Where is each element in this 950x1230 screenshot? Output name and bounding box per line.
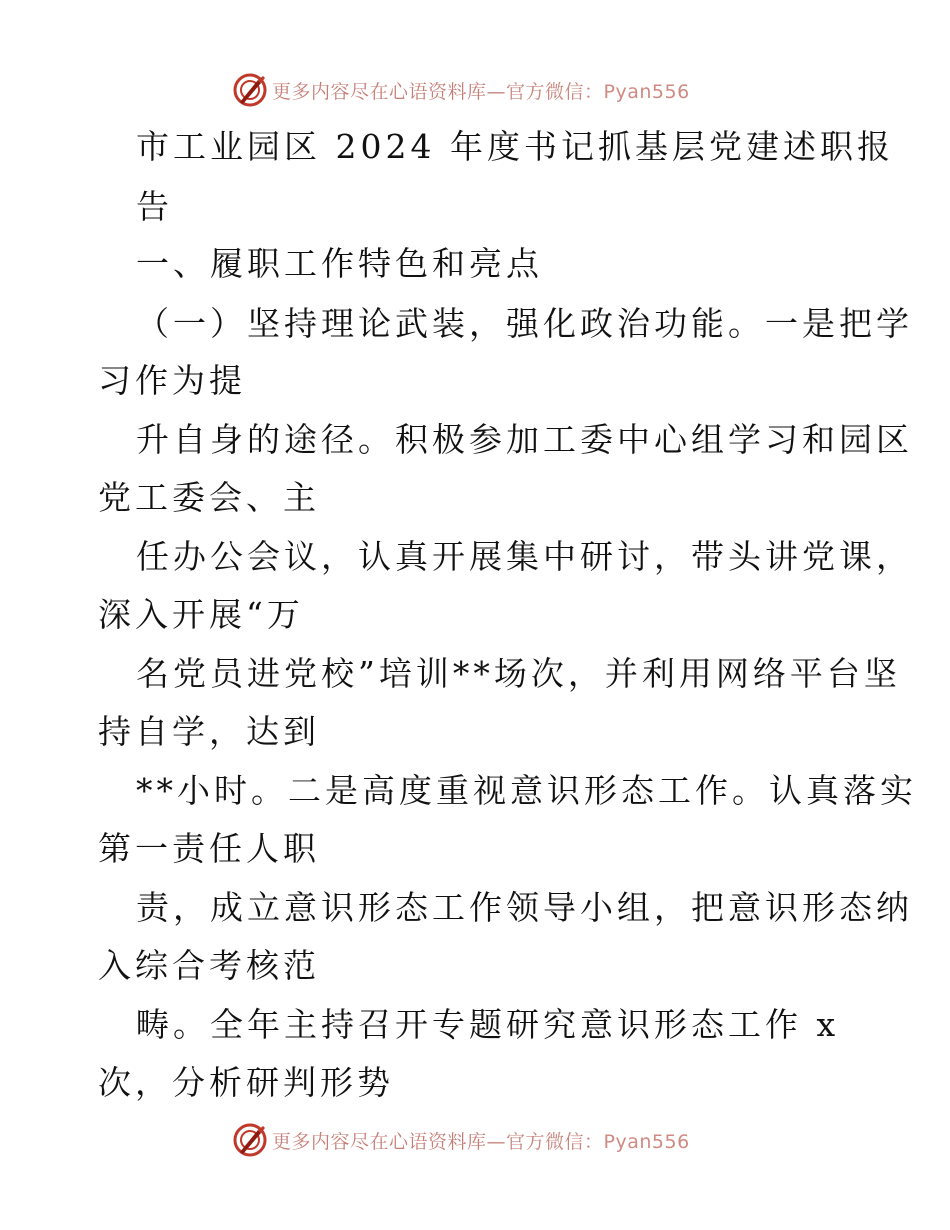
section-heading: 一、履职工作特色和亮点 bbox=[136, 244, 543, 283]
body-line: 升自身的途径。积极参加工委中心组学习和园区 bbox=[136, 420, 913, 459]
body-line: 畴。全年主持召开专题研究意识形态工作 x bbox=[136, 1005, 840, 1044]
body-line: 名党员进党校”培训**场次，并利用网络平台坚 bbox=[136, 654, 901, 693]
document-title-line-2: 告 bbox=[136, 187, 173, 226]
watermark-separator: — bbox=[486, 80, 507, 103]
body-line: 次，分析研判形势 bbox=[98, 1063, 394, 1102]
body-line: **小时。二是高度重视意识形态工作。认真落实 bbox=[136, 771, 917, 810]
body-line: 入综合考核范 bbox=[98, 946, 320, 985]
body-line: 责，成立意识形态工作领导小组，把意识形态纳 bbox=[136, 888, 913, 927]
quill-logo-icon bbox=[232, 1122, 268, 1158]
watermark-official-label: 官方微信： bbox=[506, 80, 604, 103]
body-line: 持自学，达到 bbox=[98, 712, 320, 751]
watermark-official-label: 官方微信： bbox=[506, 1130, 604, 1153]
watermark-separator: — bbox=[486, 1130, 507, 1153]
body-line: 深入开展“万 bbox=[98, 595, 304, 634]
watermark-wechat-id: Pyan556 bbox=[603, 1130, 690, 1153]
body-line: 第一责任人职 bbox=[98, 829, 320, 868]
body-line: 党工委会、主 bbox=[98, 478, 320, 517]
watermark-main-text: 更多内容尽在心语资料库 bbox=[272, 80, 487, 103]
document-title-line-1: 市工业园区 2024 年度书记抓基层党建述职报 bbox=[136, 127, 894, 166]
watermark-wechat-id: Pyan556 bbox=[603, 80, 690, 103]
body-line: 任办公会议，认真开展集中研讨，带头讲党课， bbox=[136, 537, 913, 576]
body-line: 习作为提 bbox=[98, 361, 246, 400]
watermark-main-text: 更多内容尽在心语资料库 bbox=[272, 1130, 487, 1153]
body-line: （一）坚持理论武装，强化政治功能。一是把学 bbox=[136, 304, 913, 343]
footer-watermark bbox=[232, 1120, 690, 1160]
